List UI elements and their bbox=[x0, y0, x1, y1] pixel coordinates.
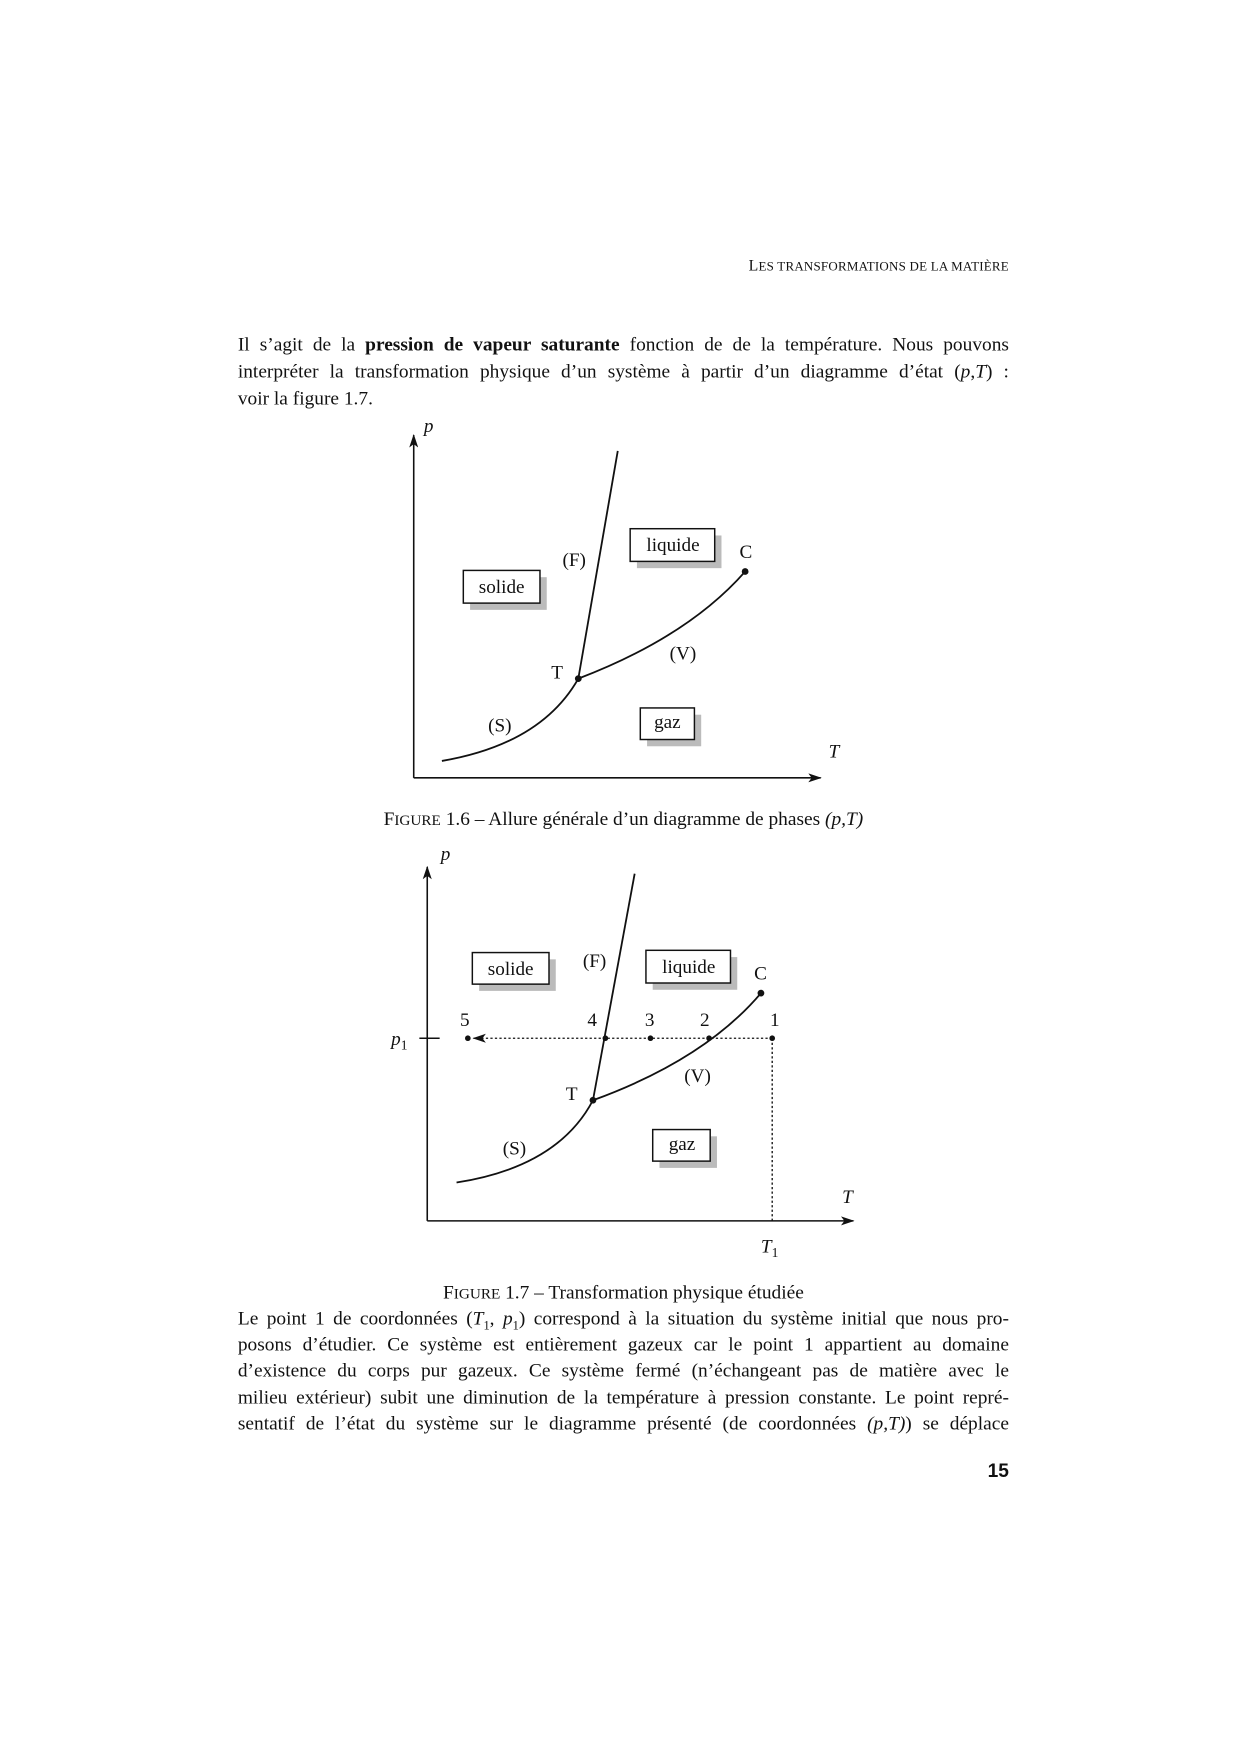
solid-region-box bbox=[472, 953, 555, 991]
gas-region-box bbox=[640, 708, 701, 746]
svg-text:liquide: liquide bbox=[662, 956, 716, 978]
intro-line-1: Il s’agit de la pression de vapeur saturante fonction de de la température. Nous pouvons bbox=[237, 333, 1009, 356]
fusion-curve bbox=[593, 874, 635, 1101]
svg-text:gaz: gaz bbox=[668, 1133, 696, 1155]
solid-region-box bbox=[463, 570, 546, 609]
svg-text:gaz: gaz bbox=[654, 712, 681, 734]
figure-1-7 bbox=[389, 844, 854, 1260]
p-axis-label: p bbox=[423, 415, 434, 437]
triple-point-label: T bbox=[551, 662, 563, 684]
T1-label: $T_1$ bbox=[760, 1236, 779, 1260]
liquid-region-box bbox=[646, 950, 737, 989]
path-point-5 bbox=[465, 1035, 471, 1041]
figure-1-6-caption: FIGURE 1.6 – Allure générale d’un diagramme de phases (p,T) bbox=[383, 808, 864, 830]
gas-region-box bbox=[653, 1130, 717, 1168]
path-point-label-2: 2 bbox=[700, 1009, 710, 1031]
running-header: LES TRANSFORMATIONS DE LA MATIÈRE bbox=[748, 258, 1009, 276]
vaporisation-curve bbox=[578, 572, 745, 679]
triple-point-label: T bbox=[565, 1084, 578, 1106]
path-point-4 bbox=[603, 1035, 609, 1041]
path-point-label-3: 3 bbox=[644, 1009, 655, 1031]
path-point-1 bbox=[769, 1035, 775, 1041]
svg-text:solide: solide bbox=[487, 959, 534, 981]
path-point-label-4: 4 bbox=[587, 1009, 597, 1031]
critical-point-label: C bbox=[754, 963, 767, 985]
body-line-3: d’existence du corps pur gazeux. Ce système fermé (n’échangeant pas de matière avec le bbox=[237, 1359, 1009, 1381]
svg-text:liquide: liquide bbox=[646, 535, 700, 557]
T-axis-label: T bbox=[828, 741, 840, 763]
path-point-label-5: 5 bbox=[459, 1009, 470, 1031]
triple-point bbox=[575, 675, 582, 682]
p1-label: $p_1$ bbox=[391, 1029, 408, 1053]
triple-point bbox=[590, 1097, 597, 1104]
fusion-label: (F) bbox=[582, 951, 607, 973]
intro-line-3: voir la figure 1.7. bbox=[237, 387, 373, 410]
path-point-3 bbox=[648, 1035, 654, 1041]
svg-text:solide: solide bbox=[478, 576, 525, 598]
vaporisation-curve bbox=[593, 993, 761, 1100]
body-line-4: milieu extérieur) subit une diminution de la température à pression constante. Le point repré- bbox=[237, 1386, 1009, 1408]
bold-term: pression de vapeur saturante bbox=[365, 333, 620, 356]
T-axis-label: T bbox=[842, 1186, 853, 1208]
path-point-label-1: 1 bbox=[769, 1009, 780, 1031]
critical-point-label: C bbox=[739, 542, 753, 564]
p-axis-label: p bbox=[440, 844, 451, 866]
page-number: 15 bbox=[987, 1459, 1009, 1482]
body-line-2: posons d’étudier. Ce système est entièrement gazeux car le point 1 appartient au domaine bbox=[237, 1333, 1009, 1356]
body-line-1: Le point 1 de coordonnées ($T_1$, $p_1$) correspond à la situation du système initial que nous pro- bbox=[237, 1307, 1009, 1333]
vaporisation-label: (V) bbox=[669, 643, 697, 665]
body-line-5: sentatif de l’état du système sur le diagramme présenté (de coordonnées (p,T)) se déplace bbox=[237, 1412, 1009, 1434]
critical-point bbox=[742, 568, 749, 575]
liquid-region-box bbox=[630, 529, 721, 568]
sublimation-label: (S) bbox=[488, 715, 512, 737]
critical-point bbox=[758, 990, 765, 997]
fusion-label: (F) bbox=[562, 549, 586, 571]
figure-1-6 bbox=[414, 416, 841, 778]
sublimation-label: (S) bbox=[502, 1138, 527, 1160]
figure-1-7-caption: FIGURE 1.7 – Transformation physique étudiée bbox=[442, 1281, 804, 1304]
intro-line-2: interpréter la transformation physique d’un système à partir d’un diagramme d’état (p,T) : bbox=[237, 360, 1009, 383]
path-point-2 bbox=[706, 1035, 712, 1041]
vaporisation-label: (V) bbox=[684, 1066, 711, 1088]
